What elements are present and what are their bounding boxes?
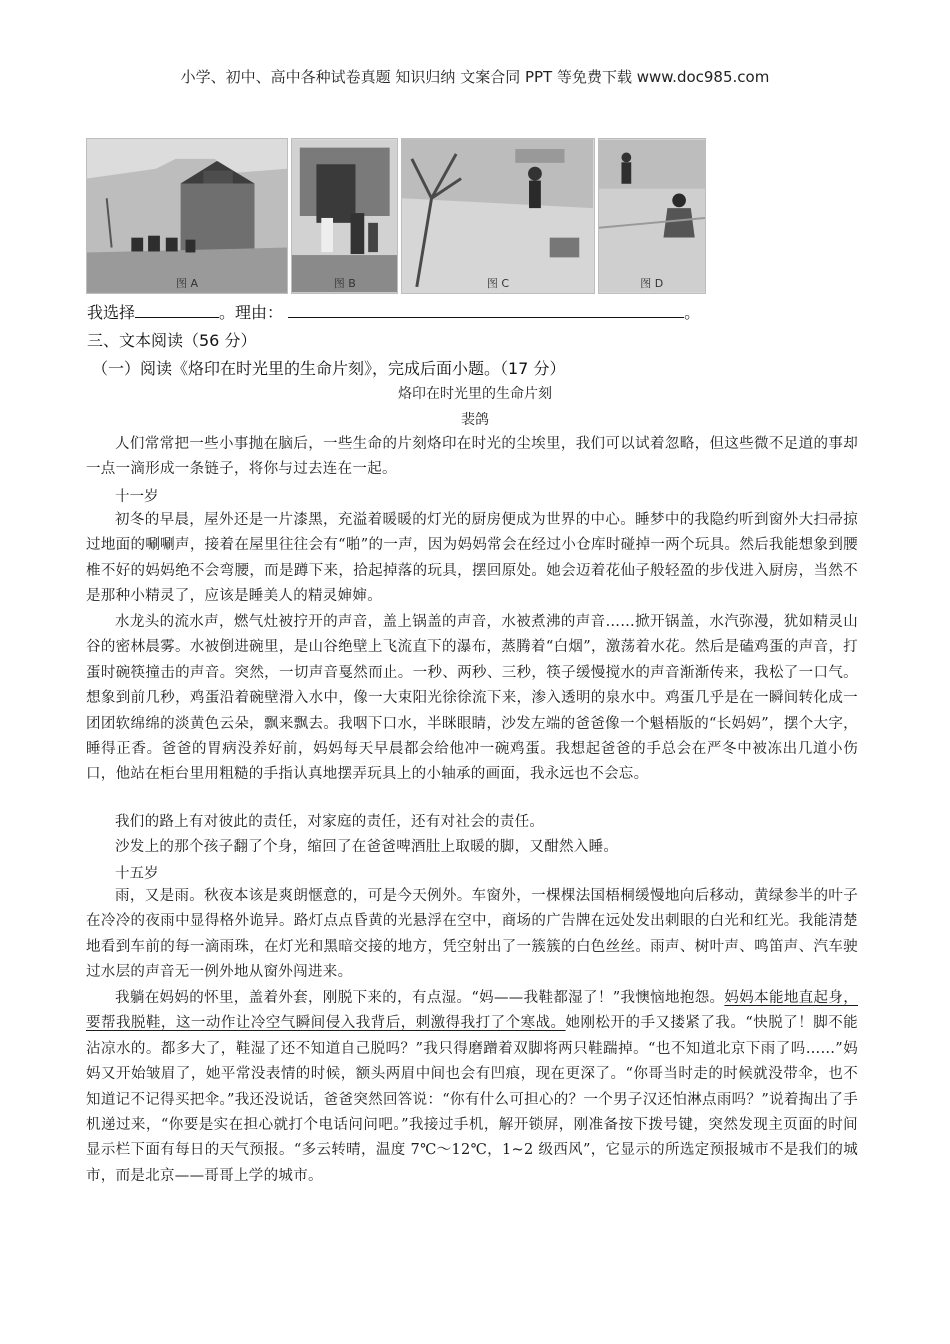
choice-period: 。 [219, 303, 236, 322]
image-a [86, 138, 288, 294]
underlined-sentence: 妈妈本能地直起身，要帮我脱鞋，这一动作让冷空气瞬间侵入我背后，刺激得我打了个寒战。 [86, 990, 859, 1032]
image-b [291, 138, 398, 294]
paragraph-4: 沙发上的那个孩子翻了个身，缩回了在爸爸啤酒肚上取暖的脚，又酣然入睡。 [115, 839, 619, 855]
image-a-illustration [87, 139, 287, 293]
image-d-illustration [599, 139, 705, 293]
article-author: 裴鸽 [461, 412, 489, 428]
choose-label: 我选择 [87, 303, 136, 322]
image-b-illustration [292, 139, 397, 293]
paragraph-2: 水龙头的流水声，燃气灶被拧开的声音，盖上锅盖的声音，水被煮沸的声音……掀开锅盖，水汽弥漫，犹如精灵山谷的密林晨雾。水被倒进碗里，是山谷绝壁上飞流直下的瀑布，蒸腾着“白烟”，激荡着水花。然后是磕鸡蛋的声音，打蛋时碗筷撞击的声音。突然，一切声音戛然而止。一秒、两秒、三秒，筷子缓慢搅水的声音渐渐传来，我松了一口气。想象到前几秒，鸡蛋沿着碗壁滑入水中，像一大束阳光徐徐流下来，渗入透明的泉水中。鸡蛋几乎是在一瞬间转化成一团团软绵绵的淡黄色云朵，飘来飘去。我咽下口水，半眯眼睛，沙发左端的爸爸像一个魁梧版的“长妈妈”，摆个大字，睡得正香。爸爸的胃病没养好前，妈妈每天早晨都会给他冲一碗鸡蛋。我想起爸爸的手总会在严冬中被冻出几道小伤口，他站在柜台里用粗糙的手指认真地摆弄玩具上的小轴承的画面，我永远也不会忘。 [86, 614, 858, 783]
paragraph-6-rest: 她刚松开的手又搂紧了我。“快脱了！脚不能沾凉水的。都多大了，鞋湿了还不知道自己脱吗？”我只得磨蹭着双脚将两只鞋踹掉。“也不知道北京下雨了吗……”妈妈又开始皱眉了，她平常没表情的时候，额头两眉中间也会有凹痕，现在更深了。“你哥当时走的时候就没带伞，也不知道记不记得买把伞。”我还没说话，爸爸突然回答说：“你有什么可担心的？一个男子汉还怕淋点雨吗？”说着掏出了手机递过来，“你要是实在担心就打个电话问问吧。”我接过手机，解开锁屏，刚准备按下拨号键，突然发现主页面的时间显示栏下面有每日的天气预报。“多云转晴，温度 7℃～12℃，1~2 级西风”，它显示的所选定预报城市不是我们的城市，而是北京——哥哥上学的城市。 [86, 1015, 858, 1184]
reason-label: 理由： [235, 303, 284, 322]
answer-line [87, 300, 700, 323]
reason-blank[interactable] [288, 303, 684, 318]
paragraph-5: 雨，又是雨。秋夜本该是爽朗惬意的，可是今天例外。车窗外，一棵棵法国梧桐缓慢地向后移动，黄绿参半的叶子在冷冷的夜雨中显得格外诡异。路灯点点昏黄的光悬浮在空中，商场的广告牌在远处发出刺眼的白光和红光。我能清楚地看到车前的每一滴雨珠，在灯光和黑暗交接的地方，凭空射出了一簇簇的白色丝丝。雨声、树叶声、鸣笛声、汽车驶过水层的声音无一例外地从窗外闯进来。 [86, 888, 858, 981]
paragraph-6-start: 我躺在妈妈的怀里，盖着外套，刚脱下来的，有点湿。“妈——我鞋都湿了！”我懊恼地抱怨。 [115, 990, 725, 1006]
paragraph-3: 我们的路上有对彼此的责任，对家庭的责任，还有对社会的责任。 [115, 814, 545, 830]
section-title: 三、文本阅读（56 分） [87, 331, 257, 350]
paragraph-6 [86, 986, 858, 1189]
subsection-title: （一）阅读《烙印在时光里的生命片刻》，完成后面小题。（17 分） [92, 359, 566, 378]
image-d-caption: 图 D [640, 277, 664, 290]
image-d [598, 138, 706, 294]
image-c-illustration [402, 139, 593, 293]
heading-age-15: 十五岁 [115, 866, 159, 882]
heading-age-11: 十一岁 [115, 489, 159, 505]
page-header: 小学、初中、高中各种试卷真题 知识归纳 文案合同 PPT 等免费下载 www.doc985.com [180, 68, 770, 86]
image-b-caption: 图 B [333, 277, 356, 290]
image-strip [86, 138, 706, 294]
paragraph-intro: 人们常常把一些小事抛在脑后，一些生命的片刻烙印在时光的尘埃里，我们可以试着忽略，但这些微不足道的事却一点一滴形成一条链子，将你与过去连在一起。 [86, 436, 858, 478]
choice-blank[interactable] [135, 303, 219, 318]
image-c [401, 138, 594, 294]
reason-period: 。 [684, 303, 701, 322]
article-title: 烙印在时光里的生命片刻 [398, 386, 552, 402]
image-a-caption: 图 A [175, 277, 199, 290]
paragraph-1: 初冬的早晨，屋外还是一片漆黑，充溢着暖暖的灯光的厨房便成为世界的中心。睡梦中的我隐约听到窗外大扫帚掠过地面的唰唰声，接着在屋里往往会有“啪”的一声，因为妈妈常会在经过小仓库时碰掉一两个玩具。然后我能想象到腰椎不好的妈妈绝不会弯腰，而是蹲下来，拾起掉落的玩具，摆回原处。她会迈着花仙子般轻盈的步伐进入厨房，当然不是那种小精灵了，应该是睡美人的精灵婶婶。 [86, 512, 858, 605]
image-c-caption: 图 C [486, 277, 510, 290]
